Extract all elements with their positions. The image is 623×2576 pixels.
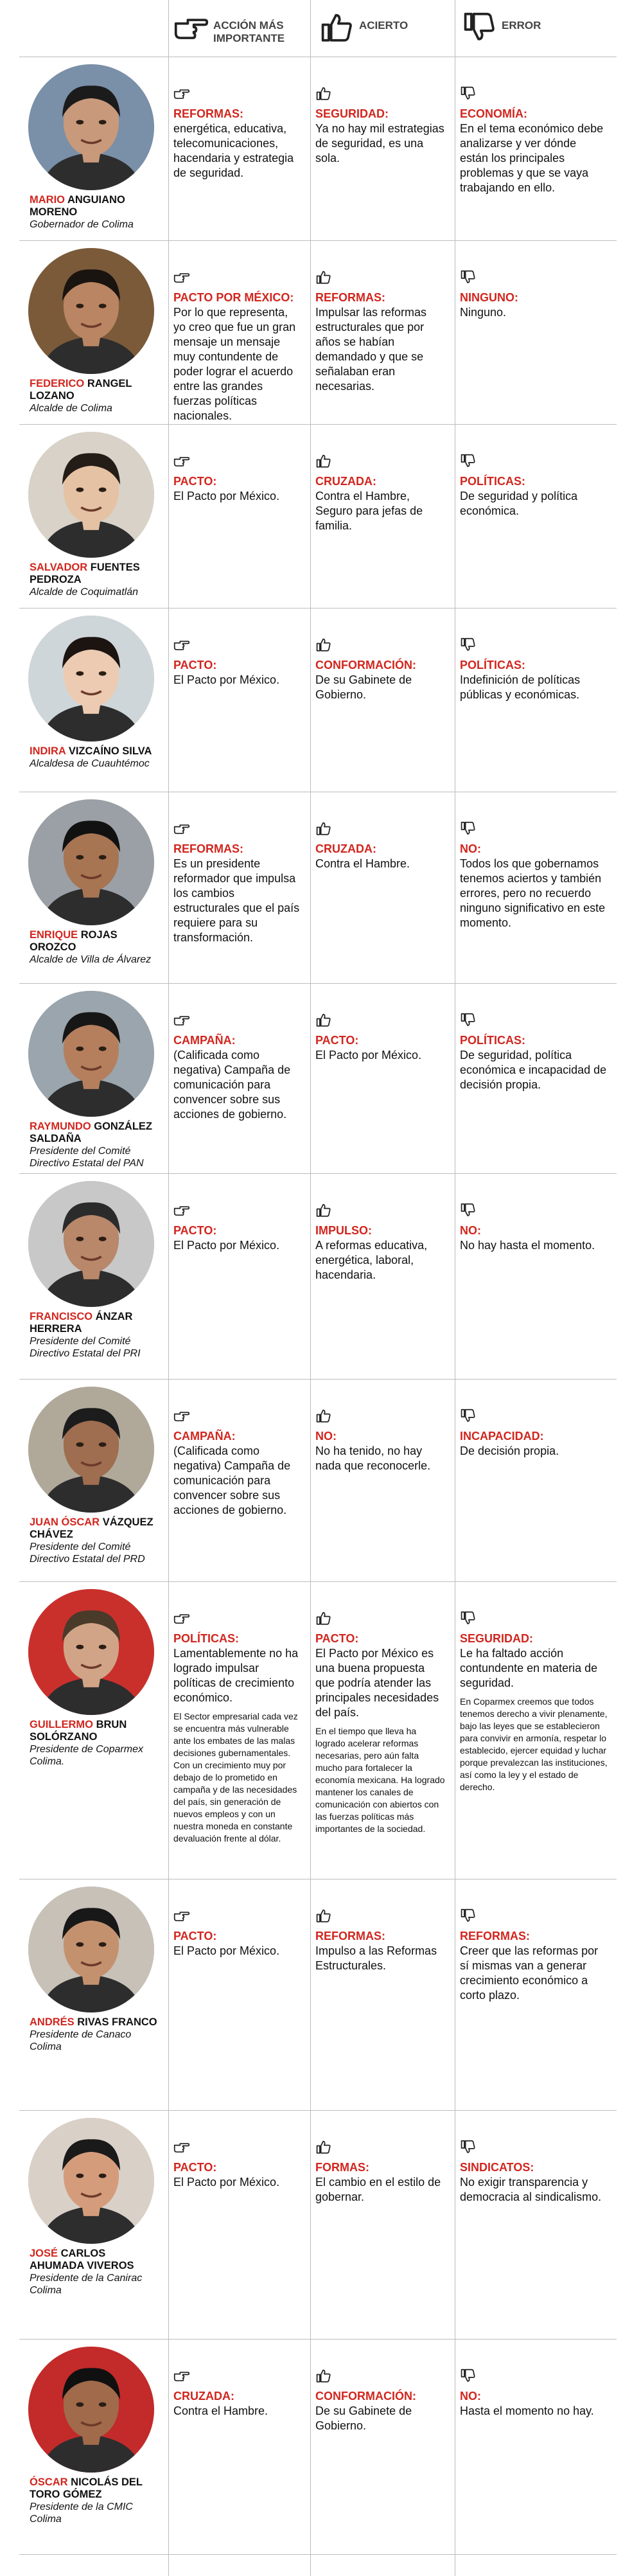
person-role: Presidente del Comité Directivo Estatal del PRD — [30, 1541, 145, 1565]
pointing-hand-icon — [173, 1908, 190, 1923]
cell-error — [460, 2368, 608, 2419]
pointing-hand-icon — [173, 270, 190, 284]
person-name — [30, 2248, 158, 2296]
cell-keyword: IMPULSO: — [315, 1224, 372, 1237]
cell-text: No exigir transparencia y democracia al sindicalismo. — [460, 2176, 602, 2203]
thumbs-up-icon — [315, 821, 332, 835]
person-last-name: RIVAS FRANCO — [77, 2016, 157, 2028]
header-column-2 — [319, 0, 448, 57]
person-role: Alcalde de Coquimatlán — [30, 587, 138, 598]
cell-acierto — [315, 2140, 446, 2205]
cell-acierto — [315, 454, 446, 533]
person-first-name: MARIO — [30, 194, 67, 206]
row-divider — [19, 1379, 617, 1380]
thumbs-down-icon — [460, 2140, 477, 2154]
column-divider — [310, 0, 311, 2576]
header-label: ACIERTO — [359, 19, 408, 31]
cell-text: El Pacto por México. — [173, 1239, 280, 1252]
person-name — [30, 1516, 158, 1565]
cell-accion — [173, 1013, 301, 1122]
cell-keyword: REFORMAS: — [173, 107, 243, 120]
cell-accion — [173, 637, 301, 688]
thumbs-up-icon — [315, 86, 332, 100]
cell-text: El Pacto por México. — [173, 2176, 280, 2189]
person-role: Presidente de Canaco Colima — [30, 2029, 132, 2052]
person-last-name: NICOLÁS DEL TORO GÓMEZ — [30, 2476, 143, 2500]
cell-keyword: PACTO: — [173, 475, 217, 488]
cell-text: Creer que las reformas por sí mismas van a generar crecimiento económico a corto plazo. — [460, 1944, 599, 2002]
cell-keyword: REFORMAS: — [315, 1930, 385, 1942]
person-last-name: GONZÁLEZ SALDAÑA — [30, 1121, 152, 1144]
thumbs-down-icon — [460, 454, 477, 468]
portrait-photo — [28, 1887, 154, 2012]
header-label: ACCIÓN MÁS IMPORTANTE — [213, 19, 285, 44]
pointing-hand-icon — [173, 821, 190, 835]
cell-keyword: NO: — [460, 2390, 481, 2403]
cell-keyword: PACTO: — [173, 1930, 217, 1942]
cell-keyword: SEGURIDAD: — [315, 107, 389, 120]
pointing-hand-icon — [173, 1611, 190, 1625]
cell-accion — [173, 1408, 301, 1518]
person-role: Presidente del Comité Directivo Estatal del PAN — [30, 1146, 144, 1169]
cell-keyword: FORMAS: — [315, 2161, 369, 2174]
thumbs-down-icon — [460, 1611, 477, 1625]
row-divider — [19, 983, 617, 984]
cell-text: (Calificada como negativa) Campaña de comunicación para convencer sobre sus acciones de gobierno. — [173, 1049, 291, 1121]
cell-keyword: ECONOMÍA: — [460, 107, 527, 120]
person-last-name: FUENTES PEDROZA — [30, 562, 140, 585]
thumbs-down-icon — [460, 1203, 477, 1217]
person-role: Alcalde de Villa de Álvarez — [30, 954, 152, 965]
cell-keyword: CRUZADA: — [173, 2390, 234, 2403]
cell-error — [460, 86, 608, 195]
cell-accion — [173, 1908, 301, 1959]
pointing-hand-icon — [173, 2368, 190, 2383]
cell-accion — [173, 821, 301, 945]
cell-text: El Pacto por México. — [173, 673, 280, 686]
person-name — [30, 2016, 158, 2053]
cell-text: En el tema económico debe analizarse y ver dónde están los principales problemas y que se vaya trabajando en ello. — [460, 122, 604, 194]
portrait-photo — [28, 799, 154, 925]
cell-text: Indefinición de políticas públicas y económicas. — [460, 673, 581, 701]
portrait-photo — [28, 1181, 154, 1307]
cell-text: Le ha faltado acción contundente en materia de seguridad. — [460, 1647, 598, 1689]
thumbs-up-icon — [319, 12, 355, 48]
portrait-photo — [28, 616, 154, 742]
cell-error — [460, 1203, 608, 1253]
person-first-name: FEDERICO — [30, 378, 87, 389]
cell-text: De su Gabinete de Gobierno. — [315, 2404, 412, 2432]
portrait-photo — [28, 64, 154, 190]
cell-text: No ha tenido, no hay nada que reconocerle. — [315, 1444, 431, 1472]
cell-text: Contra el Hambre, Seguro para jefas de familia. — [315, 490, 423, 532]
thumbs-up-icon — [315, 637, 332, 652]
cell-text: (Calificada como negativa) Campaña de comunicación para convencer sobre sus acciones de gobierno. — [173, 1444, 291, 1516]
thumbs-up-icon — [315, 1908, 332, 1923]
person-last-name: RANGEL LOZANO — [30, 378, 132, 402]
cell-error — [460, 1013, 608, 1092]
cell-accion — [173, 1203, 301, 1253]
cell-text: El Pacto por México es una buena propuesta que podría atender las principales necesidades del país. — [315, 1647, 439, 1719]
cell-text: Impulsar las reformas estructurales que por años se habían demandado y que se señalaban eran necesarias. — [315, 306, 427, 393]
cell-accion — [173, 86, 301, 181]
person-role: Gobernador de Colima — [30, 219, 134, 230]
cell-keyword: SEGURIDAD: — [460, 1632, 534, 1645]
cell-keyword: REFORMAS: — [173, 842, 243, 855]
person-name — [30, 1311, 158, 1360]
person-name — [30, 194, 158, 231]
cell-acierto — [315, 1908, 446, 1973]
person-last-name: CARLOS AHUMADA VIVEROS — [30, 2248, 134, 2271]
cell-text: El Pacto por México. — [173, 1944, 280, 1957]
cell-text: Contra el Hambre. — [315, 857, 410, 870]
person-name — [30, 1719, 158, 1768]
thumbs-up-icon — [315, 1203, 332, 1217]
person-first-name: GUILLERMO — [30, 1719, 96, 1730]
cell-keyword: PACTO: — [315, 1034, 359, 1047]
cell-acierto — [315, 2368, 446, 2433]
thumbs-up-icon — [315, 2368, 332, 2383]
cell-text: De decisión propia. — [460, 1444, 559, 1457]
cell-keyword: CONFORMACIÓN: — [315, 659, 416, 671]
row-divider — [19, 424, 617, 425]
thumbs-up-icon — [315, 1611, 332, 1625]
thumbs-down-icon — [460, 1013, 477, 1027]
cell-keyword: PACTO: — [173, 1224, 217, 1237]
cell-text: De su Gabinete de Gobierno. — [315, 673, 412, 701]
person-first-name: ANDRÉS — [30, 2016, 78, 2028]
person-first-name: SALVADOR — [30, 562, 91, 573]
cell-text: De seguridad y política económica. — [460, 490, 578, 517]
cell-text: A reformas educativa, energética, laboral, hacendaria. — [315, 1239, 428, 1281]
person-first-name: JUAN ÓSCAR — [30, 1516, 103, 1528]
pointing-hand-icon — [173, 1408, 190, 1423]
portrait-photo — [28, 1387, 154, 1513]
cell-text: Es un presidente reformador que impulsa los cambios estructurales que el país requiere para su transformación. — [173, 857, 300, 944]
cell-keyword: INCAPACIDAD: — [460, 1430, 544, 1443]
person-last-name: ANGUIANO MORENO — [30, 194, 125, 218]
cell-error — [460, 1611, 608, 1793]
person-first-name: JOSÉ — [30, 2248, 61, 2259]
cell-note: En Coparmex creemos que todos tenemos derecho a vivir plenamente, bajo las leyes que se establecieron para convivir en armonía, respetar lo establecido, ejercer equidad y luchar porque prevalezcan las instituciones, así como la ley y el estado de derecho. — [460, 1696, 608, 1792]
cell-text: No hay hasta el momento. — [460, 1239, 595, 1252]
cell-keyword: PACTO: — [315, 1632, 359, 1645]
cell-keyword: PACTO POR MÉXICO: — [173, 291, 294, 304]
cell-keyword: CAMPAÑA: — [173, 1034, 236, 1047]
cell-keyword: POLÍTICAS: — [460, 659, 525, 671]
thumbs-down-icon — [460, 1408, 477, 1423]
row-divider — [19, 1581, 617, 1582]
person-name — [30, 929, 158, 966]
cell-keyword: NO: — [460, 842, 481, 855]
cell-keyword: PACTO: — [173, 2161, 217, 2174]
thumbs-down-icon — [460, 2368, 477, 2383]
row-divider — [19, 1173, 617, 1174]
cell-acierto — [315, 821, 446, 871]
cell-text: Ya no hay mil estrategias de seguridad, es una sola. — [315, 122, 444, 164]
cell-acierto — [315, 1203, 446, 1283]
cell-acierto — [315, 86, 446, 166]
cell-keyword: POLÍTICAS: — [173, 1632, 239, 1645]
thumbs-up-icon — [315, 2140, 332, 2154]
cell-keyword: CAMPAÑA: — [173, 1430, 236, 1443]
cell-error — [460, 821, 608, 930]
portrait-photo — [28, 2347, 154, 2473]
person-first-name: ENRIQUE — [30, 929, 81, 941]
cell-text: El cambio en el estilo de gobernar. — [315, 2176, 441, 2203]
cell-keyword: POLÍTICAS: — [460, 1034, 525, 1047]
cell-note: En el tiempo que lleva ha logrado acelerar reformas necesarias, pero aún falta mucho para fortalecer la economía mexicana. Ha logrado mantener los canales de comunicación con abiertos con las fuerzas políticas más importantes de la sociedad. — [315, 1726, 445, 1834]
cell-acierto — [315, 1611, 446, 1835]
pointing-hand-icon — [173, 1013, 190, 1027]
row-divider — [19, 240, 617, 241]
person-name — [30, 1121, 158, 1169]
cell-error — [460, 1908, 608, 2003]
person-name — [30, 2476, 158, 2525]
cell-keyword: POLÍTICAS: — [460, 475, 525, 488]
cell-text: Hasta el momento no hay. — [460, 2404, 594, 2417]
row-divider — [19, 2110, 617, 2111]
person-first-name: ÓSCAR — [30, 2476, 71, 2488]
person-name — [30, 378, 158, 414]
portrait-photo — [28, 248, 154, 374]
cell-accion — [173, 270, 301, 423]
cell-accion — [173, 2368, 301, 2419]
cell-acierto — [315, 270, 446, 394]
cell-text: Ninguno. — [460, 306, 507, 319]
cell-error — [460, 2140, 608, 2205]
cell-error — [460, 454, 608, 519]
cell-keyword: REFORMAS: — [315, 291, 385, 304]
person-role: Alcalde de Colima — [30, 403, 112, 414]
cell-error — [460, 270, 608, 320]
cell-text: El Pacto por México. — [315, 1049, 422, 1061]
person-name — [30, 562, 158, 598]
person-last-name: ÁNZAR HERRERA — [30, 1311, 133, 1335]
thumbs-down-icon — [460, 1908, 477, 1923]
cell-acierto — [315, 1408, 446, 1473]
thumbs-down-icon — [460, 86, 477, 100]
cell-text: Todos los que gobernamos tenemos aciertos y también errores, pero no recuerdo ninguno significativo en este momento. — [460, 857, 606, 929]
cell-keyword: CRUZADA: — [315, 842, 376, 855]
thumbs-up-icon — [315, 1013, 332, 1027]
person-name — [30, 745, 158, 770]
thumbs-up-icon — [315, 270, 332, 284]
cell-keyword: NO: — [460, 1224, 481, 1237]
cell-keyword: NO: — [315, 1430, 337, 1443]
row-divider — [19, 2339, 617, 2340]
thumbs-up-icon — [315, 1408, 332, 1423]
cell-keyword: SINDICATOS: — [460, 2161, 534, 2174]
cell-text: Contra el Hambre. — [173, 2404, 268, 2417]
cell-accion — [173, 454, 301, 504]
cell-accion — [173, 1611, 301, 1845]
cell-keyword: NINGUNO: — [460, 291, 518, 304]
thumbs-down-icon — [460, 821, 477, 835]
person-role: Alcaldesa de Cuauhtémoc — [30, 758, 150, 769]
pointing-hand-icon — [173, 637, 190, 652]
cell-error — [460, 637, 608, 702]
person-first-name: FRANCISCO — [30, 1311, 96, 1322]
cell-keyword: CRUZADA: — [315, 475, 376, 488]
header-label: ERROR — [502, 19, 541, 31]
thumbs-down-icon — [460, 270, 477, 284]
person-role: Presidente de Coparmex Colima. — [30, 1744, 143, 1767]
person-role: Presidente de la CMIC Colima — [30, 2501, 133, 2525]
person-last-name: VIZCAÍNO SILVA — [68, 745, 152, 757]
cell-note: El Sector empresarial cada vez se encuentra más vulnerable ante los embates de las malas decisiones gubernamentales. Con un crecimiento muy por debajo de lo prometido en campaña y de las necesidades del país, sin generación de nuevos empleos y con un nuestra moneda en constante devaluación frente al dólar. — [173, 1711, 298, 1843]
cell-keyword: CONFORMACIÓN: — [315, 2390, 416, 2403]
person-first-name: RAYMUNDO — [30, 1121, 94, 1132]
cell-text: Lamentablemente no ha logrado impulsar políticas de crecimiento económico. — [173, 1647, 299, 1704]
thumbs-down-icon — [460, 637, 477, 652]
thumbs-down-icon — [462, 12, 498, 48]
person-first-name: INDIRA — [30, 745, 69, 757]
portrait-photo — [28, 1589, 154, 1715]
cell-text: El Pacto por México. — [173, 490, 280, 502]
cell-text: energética, educativa, telecomunicaciones, hacendaria y estrategia de seguridad. — [173, 122, 294, 179]
portrait-photo — [28, 991, 154, 1117]
portrait-photo — [28, 432, 154, 558]
cell-keyword: REFORMAS: — [460, 1930, 530, 1942]
person-last-name: VÁZQUEZ CHÁVEZ — [30, 1516, 154, 1540]
pointing-hand-icon — [173, 2140, 190, 2154]
column-divider — [168, 0, 169, 2576]
portrait-photo — [28, 2118, 154, 2244]
cell-text: Por lo que representa, yo creo que fue un gran mensaje un mensaje muy contundente de poder lograr el acuerdo entre las grandes fuerzas políticas nacionales. — [173, 306, 296, 422]
header-column-1 — [173, 0, 308, 57]
row-divider — [19, 2554, 617, 2555]
cell-acierto — [315, 637, 446, 702]
pointing-hand-icon — [173, 454, 190, 468]
cell-acierto — [315, 1013, 446, 1063]
pointing-hand-icon — [173, 86, 190, 100]
person-role: Presidente del Comité Directivo Estatal del PRI — [30, 1336, 141, 1359]
cell-text: De seguridad, política económica e incapacidad de decisión propia. — [460, 1049, 607, 1091]
pointing-hand-icon — [173, 12, 209, 48]
pointing-hand-icon — [173, 1203, 190, 1217]
header-column-3 — [462, 0, 590, 57]
person-role: Presidente de la Canirac Colima — [30, 2273, 143, 2296]
cell-error — [460, 1408, 608, 1459]
cell-keyword: PACTO: — [173, 659, 217, 671]
cell-accion — [173, 2140, 301, 2190]
cell-text: Impulso a las Reformas Estructurales. — [315, 1944, 437, 1972]
thumbs-up-icon — [315, 454, 332, 468]
person-last-name: BRUN SOLÓRZANO — [30, 1719, 127, 1743]
person-last-name: ROJAS OROZCO — [30, 929, 118, 953]
